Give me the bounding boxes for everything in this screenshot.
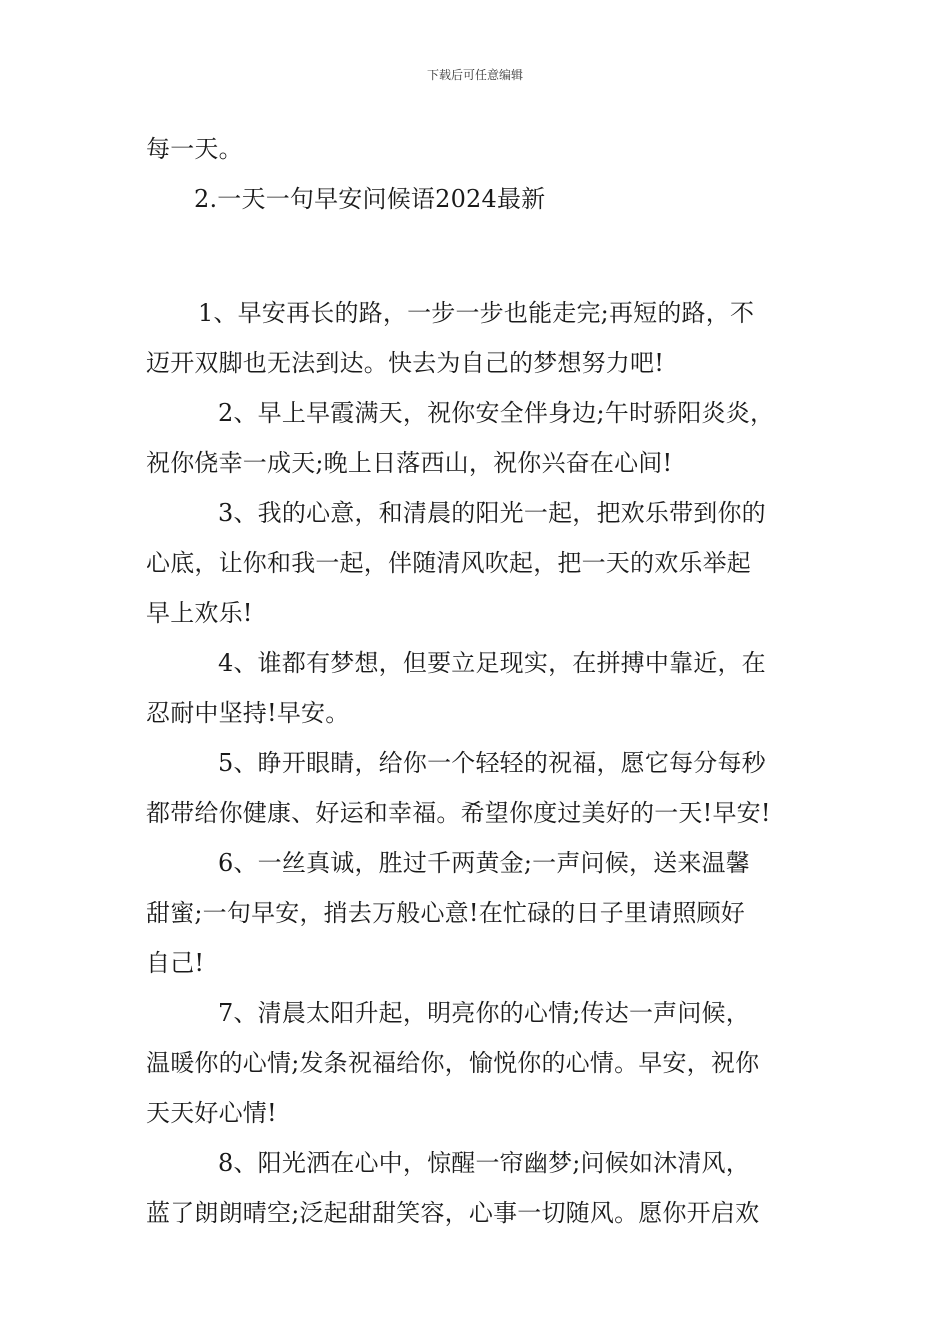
- list-item-line: 都带给你健康、好运和幸福。希望你度过美好的一天!早安!: [146, 799, 771, 827]
- list-item-line: 5、睁开眼睛，给你一个轻轻的祝福，愿它每分每秒: [218, 749, 766, 777]
- list-item-line: 早上欢乐!: [146, 599, 253, 627]
- spacer: [146, 268, 810, 288]
- list-item-line: 7、清晨太阳升起，明亮你的心情;传达一声问候，: [218, 999, 750, 1027]
- list-item-line: 1、早安再长的路，一步一步也能走完;再短的路，不: [198, 299, 755, 327]
- section-heading: 2.一天一句早安问候语2024最新: [194, 185, 546, 213]
- list-item-line: 8、阳光洒在心中，惊醒一帘幽梦;问候如沐清风，: [218, 1149, 750, 1177]
- list-item-line: 心底，让你和我一起，伴随清风吹起，把一天的欢乐举起: [146, 549, 751, 577]
- list-item-line: 甜蜜;一句早安，捎去万般心意!在忙碌的日子里请照顾好: [146, 899, 745, 927]
- list-item-line: 6、一丝真诚，胜过千两黄金;一声问候，送来温馨: [218, 849, 750, 877]
- list-item-line: 自己!: [146, 949, 205, 977]
- list-item-line: 温暖你的心情;发条祝福给你，愉悦你的心情。早安，祝你: [146, 1049, 760, 1077]
- list-item-line: 忍耐中坚持!早安。: [146, 699, 350, 727]
- list-item-line: 天天好心情!: [146, 1099, 277, 1127]
- list-item-line: 祝你侥幸一成天;晚上日落西山，祝你兴奋在心间!: [146, 449, 673, 477]
- list-item-line: 2、早上早霞满天，祝你安全伴身边;午时骄阳炎炎，: [218, 399, 775, 427]
- list-item-line: 迈开双脚也无法到达。快去为自己的梦想努力吧!: [146, 349, 665, 377]
- list-item-line: 4、谁都有梦想，但要立足现实，在拼搏中靠近，在: [218, 649, 766, 677]
- spacer: [146, 224, 810, 268]
- document-body: [146, 124, 810, 1238]
- list-item-line: 蓝了朗朗晴空;泛起甜甜笑容，心事一切随风。愿你开启欢: [146, 1199, 760, 1227]
- page-header: 下载后可任意编辑: [426, 68, 523, 82]
- lead-line: 每一天。: [146, 135, 243, 163]
- list-item-line: 3、我的心意，和清晨的阳光一起，把欢乐带到你的: [218, 499, 766, 527]
- greeting-list: [146, 288, 810, 1238]
